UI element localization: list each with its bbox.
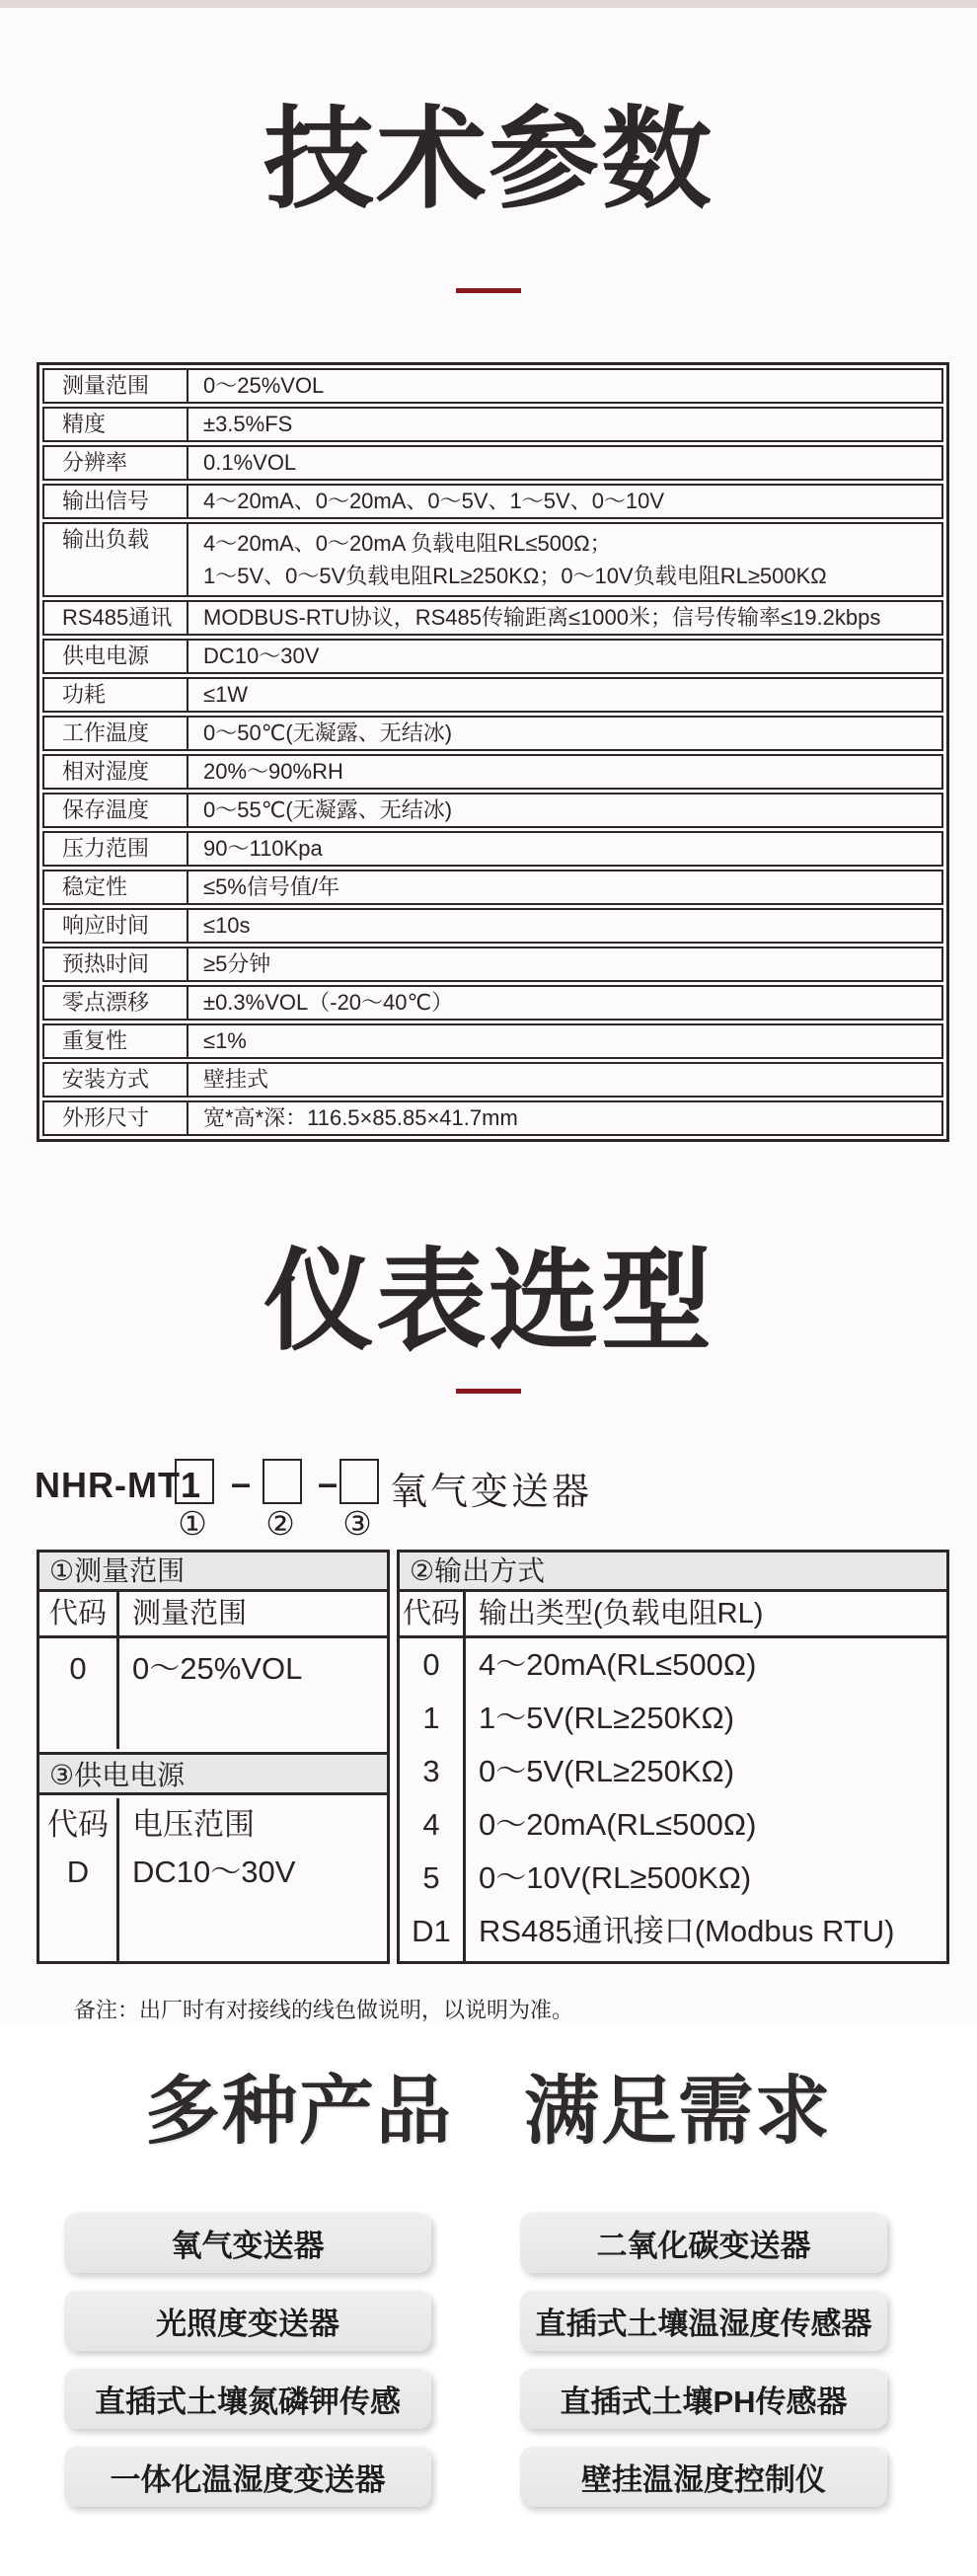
spec-value-line2: 1～5V、0～5V负载电阻RL≥250KΩ；0～10V负载电阻RL≥500KΩ xyxy=(203,564,827,589)
table-row xyxy=(42,870,943,905)
selection-header-range: ①测量范围 xyxy=(39,1553,387,1592)
table-row xyxy=(42,831,943,867)
output-value: RS485通讯接口(Modbus RTU) xyxy=(479,1914,895,1949)
table-row xyxy=(42,1100,943,1136)
code-value: D xyxy=(66,1855,90,1890)
spec-value: 宽*高*深：116.5×85.85×41.7mm xyxy=(203,1105,518,1131)
code-value: 5 xyxy=(422,1860,440,1896)
spec-table xyxy=(37,362,949,1142)
code-value: 1 xyxy=(422,1701,440,1736)
selection-header-output: ②输出方式 xyxy=(400,1553,946,1592)
spec-value: 20%～90%RH xyxy=(203,759,343,785)
model-suffix: 氧气变送器 xyxy=(390,1472,593,1514)
table-row xyxy=(42,947,943,982)
top-divider-bar xyxy=(0,0,977,8)
output-value: 0～5V(RL≥250KΩ) xyxy=(479,1754,735,1789)
spec-value: 0～25%VOL xyxy=(203,373,325,399)
code-value: 3 xyxy=(422,1754,440,1789)
red-underline xyxy=(456,1389,521,1394)
spec-label: 输出信号 xyxy=(44,486,188,517)
spec-value: 4～20mA、0～20mA、0～5V、1～5V、0～10V xyxy=(203,489,665,514)
red-underline xyxy=(456,288,521,293)
spec-label: 相对湿度 xyxy=(44,756,188,788)
spec-label: 稳定性 xyxy=(44,871,188,903)
selection-header-power: ③供电电源 xyxy=(39,1752,387,1795)
product-button-integrated-temp-humidity-transmitter[interactable]: 一体化温湿度变送器 xyxy=(64,2446,431,2507)
code-value: 4 xyxy=(422,1807,440,1843)
model-code-box-2 xyxy=(263,1459,302,1504)
spec-label: 零点漂移 xyxy=(44,987,188,1019)
product-button-soil-ph-sensor[interactable]: 直插式土壤PH传感器 xyxy=(520,2368,887,2429)
code-column xyxy=(400,1638,466,1961)
spec-value: 0～50℃(无凝露、无结冰) xyxy=(203,720,453,746)
product-button-soil-temp-humidity-sensor[interactable]: 直插式土壤温湿度传感器 xyxy=(520,2290,887,2351)
spec-value: ≤1% xyxy=(203,1028,247,1054)
spec-value: 0.1%VOL xyxy=(203,450,297,476)
spec-value: ≤1W xyxy=(203,682,249,708)
circled-number-3: ③ xyxy=(342,1505,372,1543)
table-row xyxy=(42,1062,943,1098)
output-value: 0～20mA(RL≤500Ω) xyxy=(479,1807,757,1843)
spec-label: 供电电源 xyxy=(44,641,188,672)
spec-value: DC10～30V xyxy=(203,644,320,669)
table-row xyxy=(42,484,943,519)
table-row xyxy=(42,445,943,481)
spec-label: 安装方式 xyxy=(44,1064,188,1096)
selection-subheader xyxy=(39,1592,387,1638)
selection-rows-output xyxy=(400,1638,946,1961)
spec-label: 预热时间 xyxy=(44,948,188,980)
section-title-tech-params: 技术参数 xyxy=(263,98,714,221)
selection-panel-left xyxy=(37,1550,390,1964)
spec-value-line1: 4～20mA、0～20mA 负载电阻RL≤500Ω； xyxy=(203,531,612,557)
spec-label: 精度 xyxy=(44,409,188,440)
model-code-box-3 xyxy=(339,1459,379,1504)
code-value: 0 xyxy=(422,1647,440,1683)
table-row xyxy=(42,793,943,828)
spec-label: 分辨率 xyxy=(44,447,188,479)
col-header-code: 代码 xyxy=(400,1592,466,1635)
spec-value: ±0.3%VOL（-20～40℃） xyxy=(203,990,454,1016)
spec-label: 测量范围 xyxy=(44,370,188,402)
table-row xyxy=(42,368,943,404)
spec-label: 输出负载 xyxy=(44,524,188,595)
model-dash: – xyxy=(230,1463,252,1504)
value-column xyxy=(466,1638,946,1961)
col-header-code: 代码 xyxy=(39,1592,119,1635)
selection-subheader xyxy=(400,1592,946,1638)
spec-value: 壁挂式 xyxy=(203,1067,269,1093)
note-text: 备注：出厂时有对接线的线色做说明，以说明为准。 xyxy=(74,1998,574,2023)
code-column xyxy=(39,1798,119,1961)
code-column xyxy=(39,1638,119,1749)
model-code-box-1 xyxy=(175,1459,214,1504)
table-row xyxy=(42,908,943,944)
table-row xyxy=(42,1023,943,1059)
table-row xyxy=(42,985,943,1021)
product-button-oxygen-transmitter[interactable]: 氧气变送器 xyxy=(64,2212,431,2273)
model-code-diagram xyxy=(35,1459,977,1544)
spec-value: ≤5%信号值/年 xyxy=(203,874,339,900)
table-row xyxy=(42,754,943,790)
col-header-code: 代码 xyxy=(47,1807,109,1843)
product-button-soil-npk-sensor[interactable]: 直插式土壤氮磷钾传感 xyxy=(64,2368,431,2429)
products-section xyxy=(0,2023,977,2576)
products-heading xyxy=(0,2051,977,2159)
code-value: D1 xyxy=(412,1914,451,1949)
table-row xyxy=(42,716,943,751)
spec-label: RS485通讯 xyxy=(44,602,188,634)
spec-label: 功耗 xyxy=(44,679,188,711)
spec-value: ≥5分钟 xyxy=(203,951,271,977)
table-row xyxy=(42,407,943,442)
selection-rows-power xyxy=(39,1798,387,1961)
power-value: DC10～30V xyxy=(132,1855,296,1890)
col-header-value: 输出类型(负载电阻RL) xyxy=(479,1598,764,1630)
value-column xyxy=(119,1798,387,1961)
circled-number-1: ① xyxy=(178,1505,207,1543)
table-row xyxy=(42,677,943,713)
spec-label: 重复性 xyxy=(44,1025,188,1057)
circled-number-2: ② xyxy=(265,1505,295,1543)
range-value: 0～25%VOL xyxy=(132,1651,303,1687)
output-value: 1～5V(RL≥250KΩ) xyxy=(479,1701,735,1736)
products-heading-right: 满足需求 xyxy=(524,2070,832,2155)
spec-value: ≤10s xyxy=(203,913,251,939)
spec-value: 90～110Kpa xyxy=(203,836,323,862)
product-button-co2-transmitter[interactable]: 二氧化碳变送器 xyxy=(520,2212,887,2273)
product-button-wall-mount-temp-humidity-controller[interactable]: 壁挂温湿度控制仪 xyxy=(520,2446,887,2507)
col-header-value: 测量范围 xyxy=(132,1598,248,1630)
selection-panel-right xyxy=(397,1550,949,1964)
code-value: 0 xyxy=(69,1651,87,1687)
spec-label: 响应时间 xyxy=(44,910,188,942)
spec-label: 外形尺寸 xyxy=(44,1102,188,1134)
col-header-value: 电压范围 xyxy=(132,1807,255,1843)
spec-label: 压力范围 xyxy=(44,833,188,865)
output-value: 0～10V(RL≥500KΩ) xyxy=(479,1860,752,1896)
product-button-illuminance-transmitter[interactable]: 光照度变送器 xyxy=(64,2290,431,2351)
product-button-grid xyxy=(64,2212,887,2507)
model-prefix: NHR-MT1 xyxy=(35,1465,201,1506)
spec-value: 0～55℃(无凝露、无结冰) xyxy=(203,797,453,823)
model-dash: – xyxy=(317,1463,338,1504)
products-heading-left: 多种产品 xyxy=(145,2070,453,2155)
selection-table xyxy=(37,1550,949,1964)
spec-value: MODBUS-RTU协议，RS485传输距离≤1000米；信号传输率≤19.2kbps xyxy=(203,605,881,631)
selection-rows-range xyxy=(39,1638,387,1749)
section-title-model-selection: 仪表选型 xyxy=(263,1240,714,1364)
spec-label: 工作温度 xyxy=(44,718,188,749)
table-row xyxy=(42,639,943,674)
spec-value xyxy=(188,524,941,595)
output-value: 4～20mA(RL≤500Ω) xyxy=(479,1647,757,1683)
value-column xyxy=(119,1638,387,1749)
table-row xyxy=(42,600,943,636)
table-row xyxy=(42,522,943,597)
spec-value: ±3.5%FS xyxy=(203,412,293,437)
spec-label: 保存温度 xyxy=(44,795,188,826)
